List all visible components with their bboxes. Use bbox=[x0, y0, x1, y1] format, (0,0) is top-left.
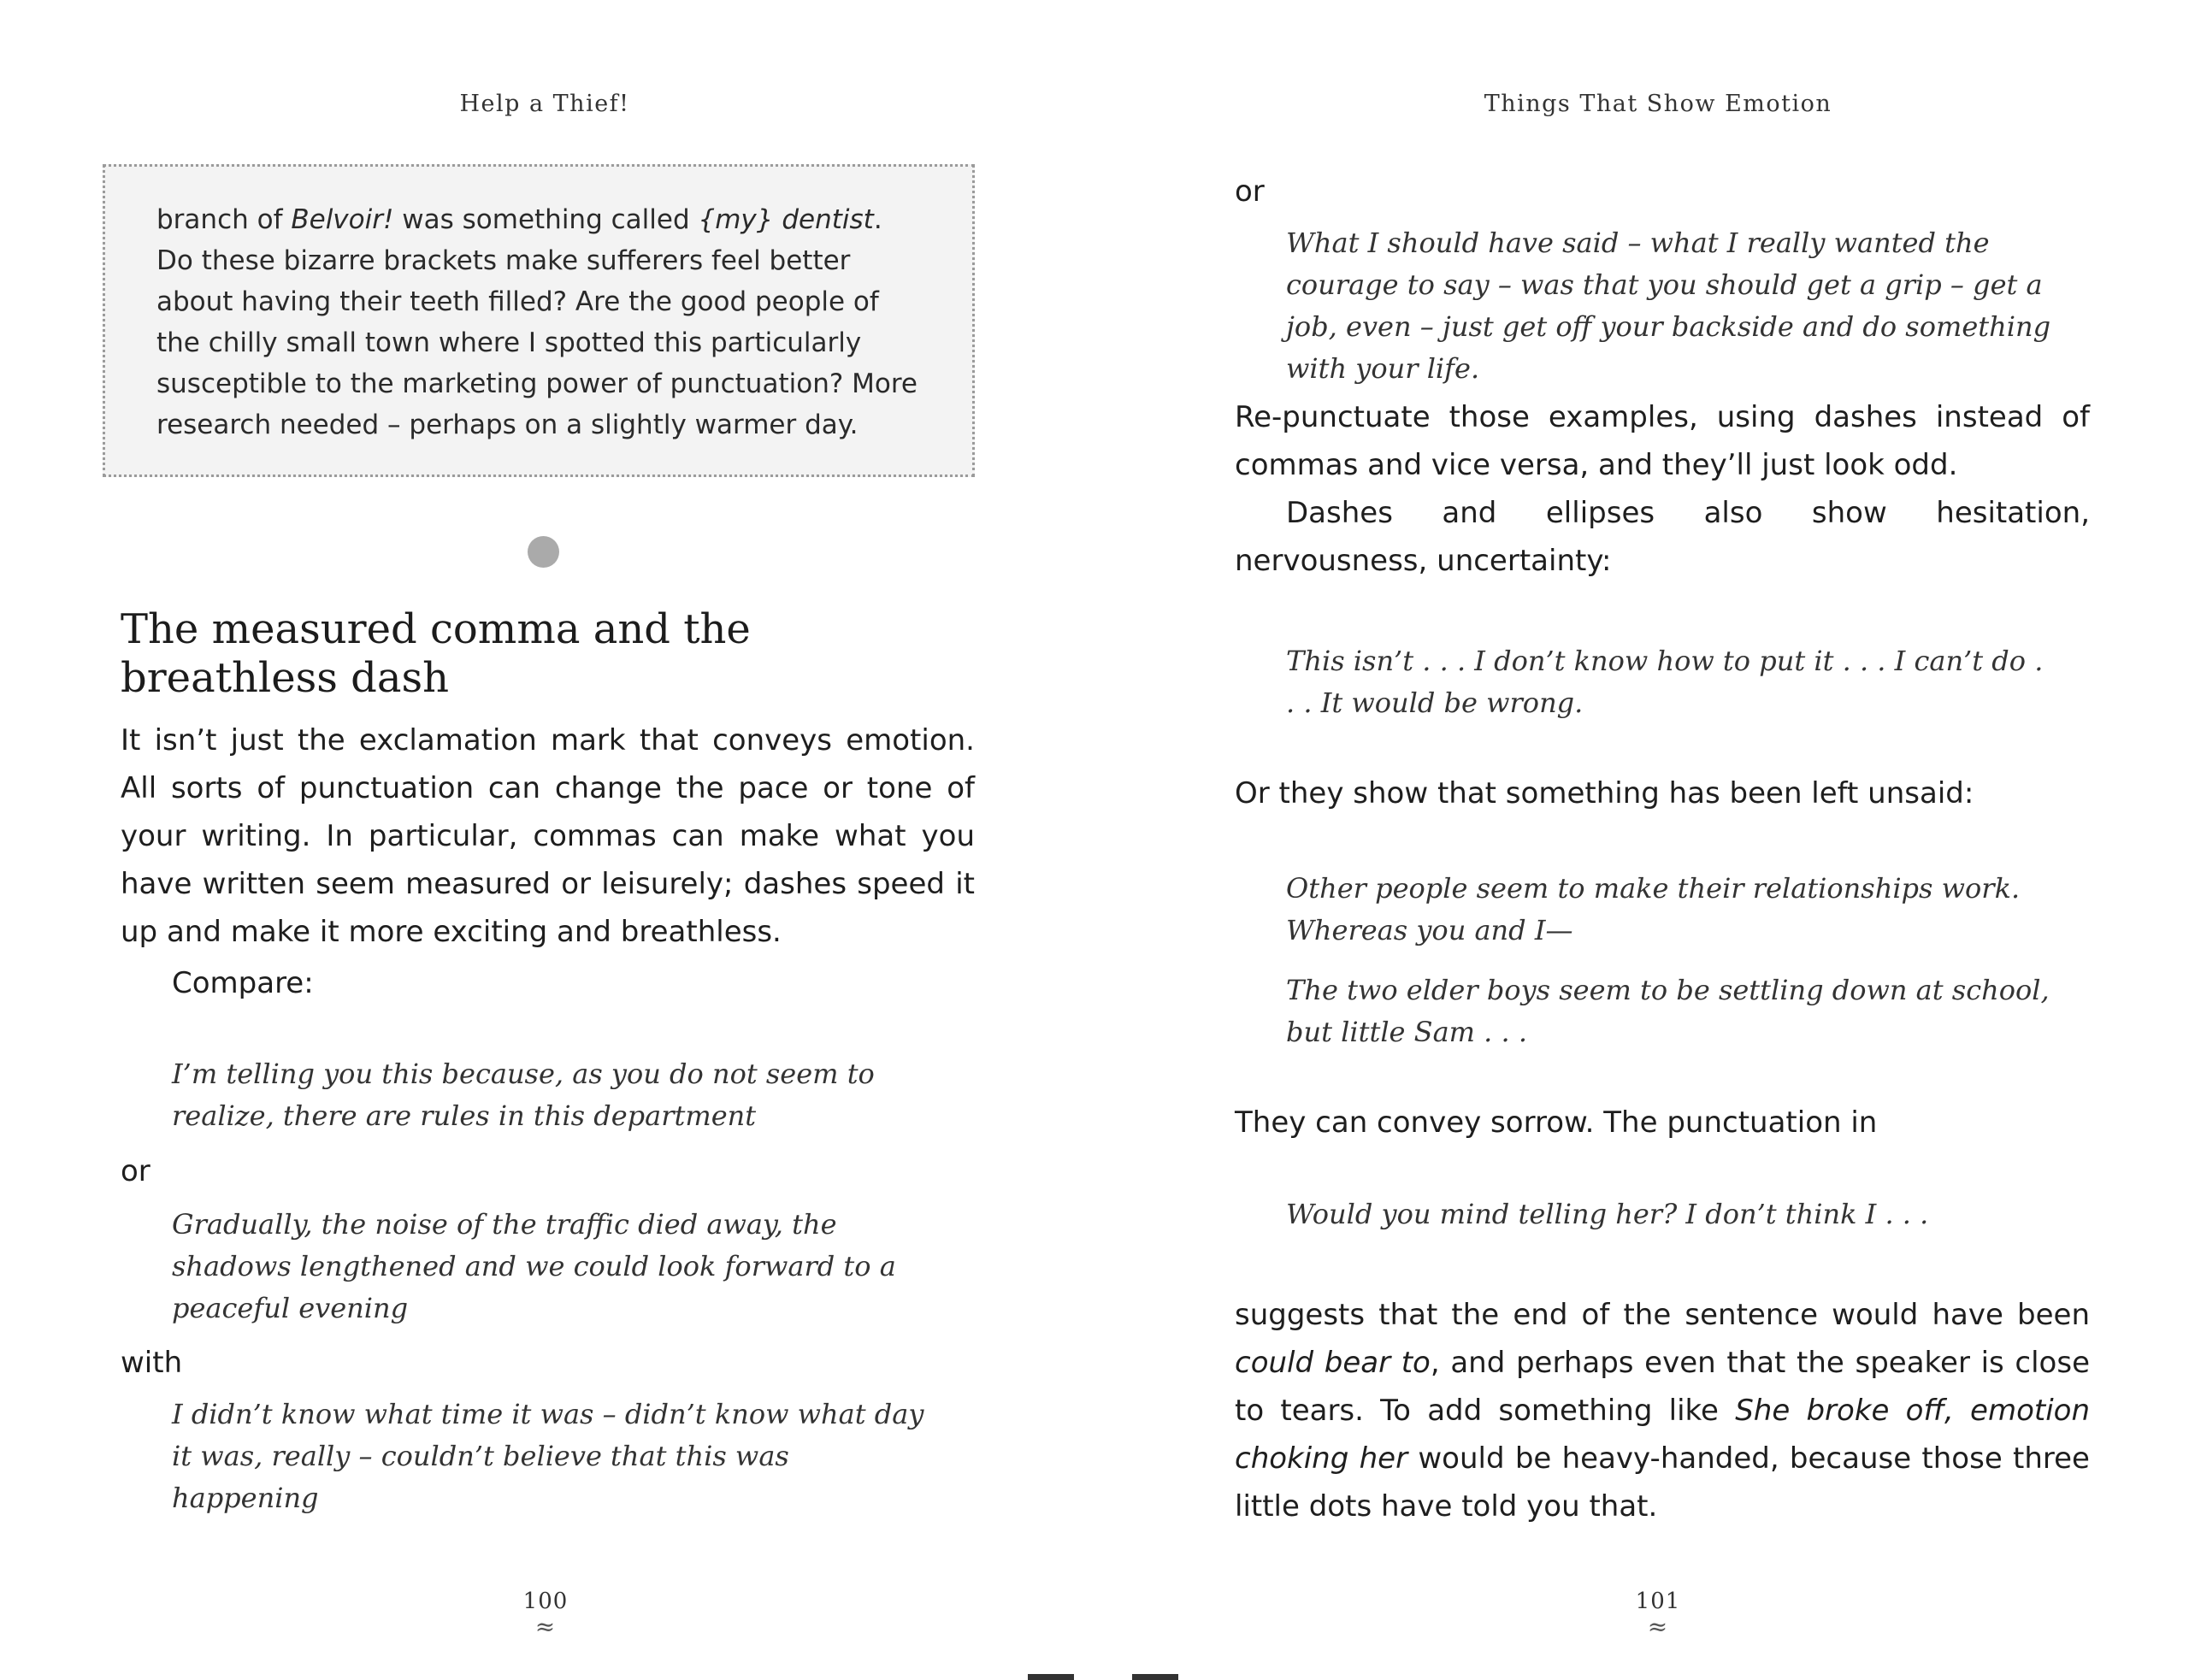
sidebar-text-run: was something called bbox=[393, 204, 699, 235]
or-label: or bbox=[1235, 174, 1265, 209]
paragraph: Dashes and ellipses also show hesitation, nervousness, uncertainty: bbox=[1235, 496, 2090, 578]
paragraph-emphasis: could bear to bbox=[1235, 1346, 1431, 1380]
sidebar-text-run: . Do these bizarre brackets make sufferers feel better about having their teeth filled? Are the good people of the chilly small town where I spotted this particularly susceptible to the marketing power of punctuation? More research needed – perhaps on a slightly warmer day. bbox=[156, 204, 917, 440]
scroll-tab bbox=[1132, 1674, 1178, 1680]
paragraph: Re-punctuate those examples, using dashes instead of commas and vice versa, and they’ll just look odd. bbox=[1235, 400, 2090, 482]
example-quote: What I should have said – what I really wanted the courage to say – was that you should get a grip – get a job, even – just get off your backside and do something with your life. bbox=[1286, 227, 2051, 385]
page-number-text: 101 bbox=[1635, 1589, 1681, 1614]
page-ornament-icon: ≈ bbox=[1647, 1612, 1669, 1641]
section-heading: The measured comma and the breathless dash bbox=[121, 605, 751, 702]
page-number bbox=[0, 1589, 1091, 1641]
sidebar-box bbox=[103, 164, 975, 477]
paragraph-emphasis: She broke off, emotion choking her bbox=[1235, 1394, 2091, 1476]
with-label: with bbox=[121, 1346, 183, 1380]
example-quote: Gradually, the noise of the traffic died away, the shadows lengthened and we could look forward to a peaceful evening bbox=[172, 1208, 896, 1324]
example-quote: The two elder boys seem to be settling down at school, but little Sam . . . bbox=[1286, 974, 2050, 1048]
example-quote: Other people seem to make their relationships work. Whereas you and I— bbox=[1286, 872, 2021, 946]
sidebar-emphasis: {my} dentist bbox=[698, 204, 874, 235]
example-quote: I didn’t know what time it was – didn’t know what day it was, really – couldn’t believe that this was happening bbox=[172, 1398, 924, 1514]
paragraph-text-run: would be heavy-handed, because those three little dots have told you that. bbox=[1235, 1441, 2090, 1524]
example-quote: Would you mind telling her? I don’t think I . . . bbox=[1286, 1198, 1929, 1230]
page-number-text: 100 bbox=[522, 1589, 569, 1614]
paragraph: They can convey sorrow. The punctuation in bbox=[1235, 1105, 1878, 1140]
left-page bbox=[0, 0, 1094, 1680]
sidebar-text bbox=[156, 199, 921, 445]
example-quote: This isn’t . . . I don’t know how to put it . . . I can’t do . . . It would be wrong. bbox=[1286, 645, 2044, 719]
intro-paragraph: It isn’t just the exclamation mark that conveys emotion. All sorts of punctuation can change the pace or tone of your writing. In particular, commas can make what you have written seem measured or leisurely; dashes speed it up and make it more exciting and breathless. bbox=[121, 723, 975, 949]
page-number bbox=[1094, 1589, 2189, 1641]
scroll-tab bbox=[1028, 1674, 1074, 1680]
paragraph bbox=[1235, 1291, 2090, 1530]
right-page bbox=[1094, 0, 2189, 1680]
or-label: or bbox=[121, 1154, 150, 1188]
sidebar-emphasis: Belvoir! bbox=[291, 204, 394, 235]
paragraph: Or they show that something has been left unsaid: bbox=[1235, 776, 1974, 811]
page-ornament-icon: ≈ bbox=[534, 1612, 557, 1641]
compare-label: Compare: bbox=[172, 966, 314, 1000]
paragraph-text-run: suggests that the end of the sentence would have been bbox=[1235, 1298, 2090, 1332]
running-head: Things That Show Emotion bbox=[1484, 91, 1832, 117]
section-divider-dot bbox=[528, 536, 559, 568]
paragraph-text-run: , and perhaps even that the speaker is close to tears. To add something like bbox=[1235, 1346, 2090, 1428]
example-quote: I’m telling you this because, as you do not seem to realize, there are rules in this department bbox=[172, 1058, 875, 1132]
running-head: Help a Thief! bbox=[459, 91, 630, 117]
sidebar-text-run: branch of bbox=[156, 204, 292, 235]
